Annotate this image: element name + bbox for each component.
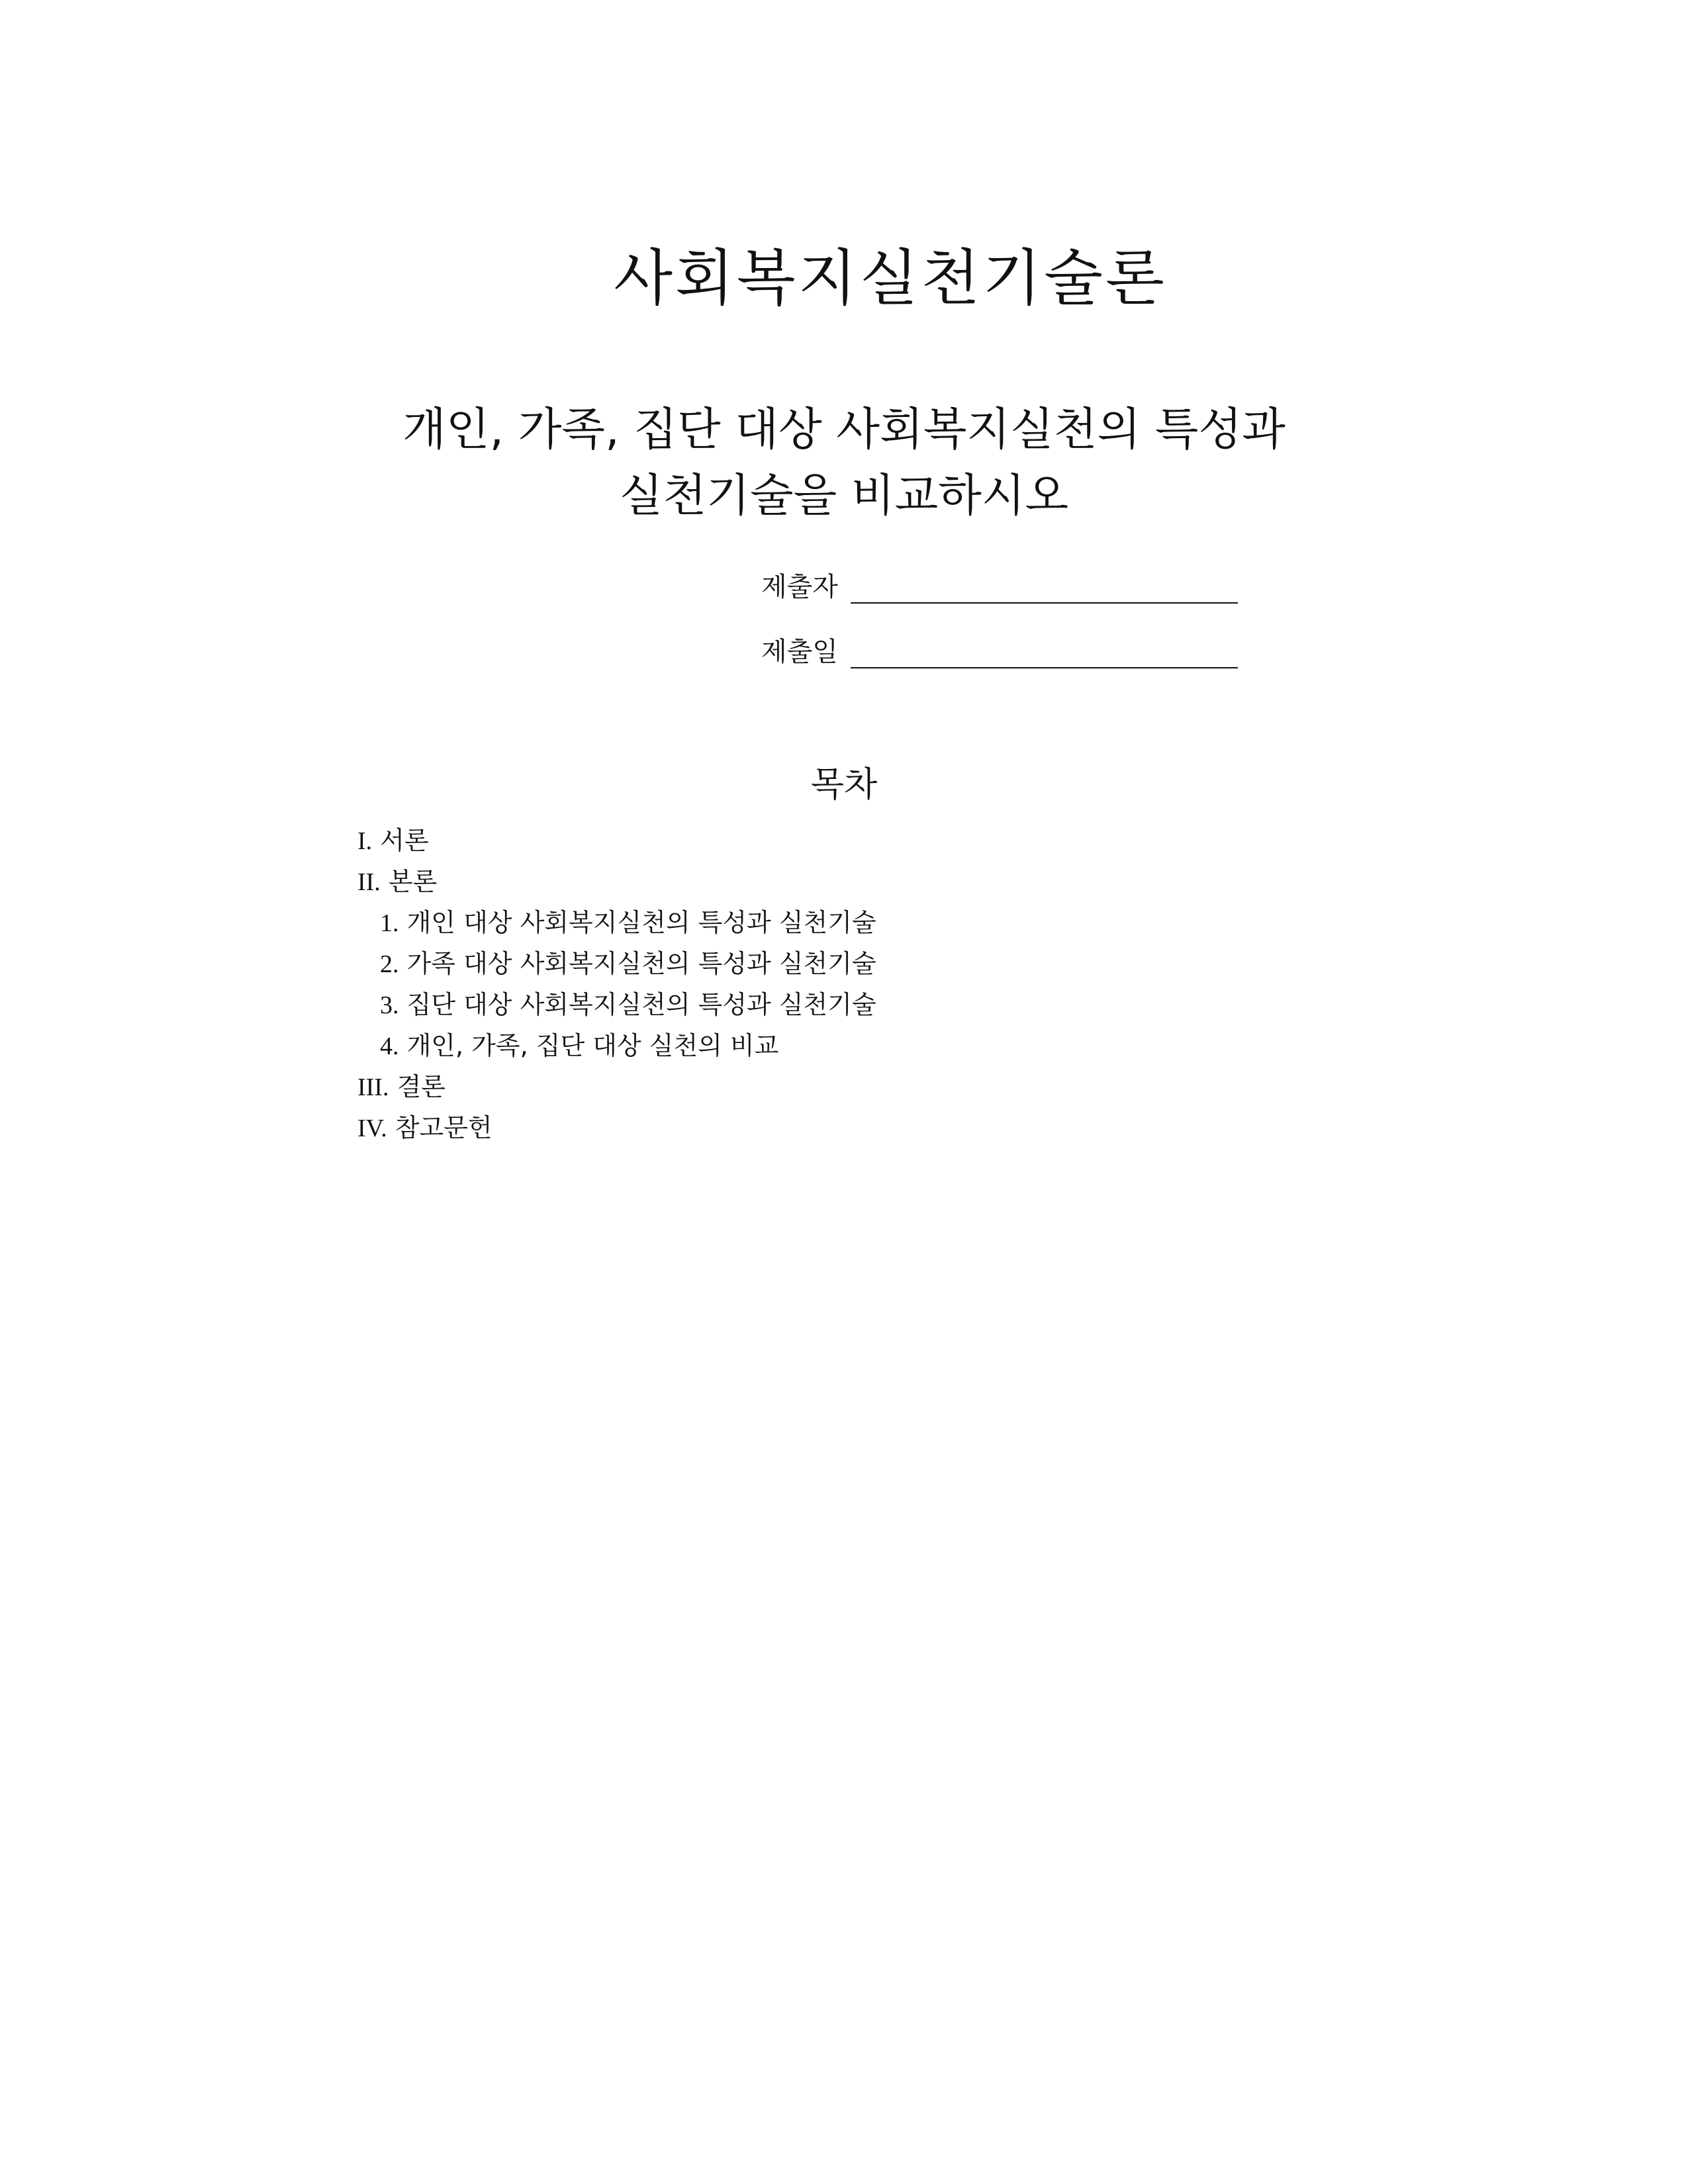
toc-heading: 목차 (810, 765, 878, 805)
topic-line-2: 실천기술을 비교하시오 (619, 470, 1069, 522)
toc-subitem-group (357, 985, 1284, 1026)
toc-item-body (357, 862, 1284, 903)
toc-item-text: 가족 대상 사회복지실천의 특성과 실천기술 (406, 949, 876, 978)
toc-item-number: 1. (380, 909, 399, 937)
date-label: 제출일 (761, 637, 838, 667)
author-blank-line (851, 576, 1238, 604)
date-blank-line (851, 641, 1238, 668)
toc-subitem-family (357, 944, 1284, 985)
toc-item-text: 개인 대상 사회복지실천의 특성과 실천기술 (406, 908, 876, 937)
toc-item-intro (357, 821, 1284, 862)
course-title: 사회복지실천기술론 (614, 243, 1167, 314)
toc-item-text: 서론 (380, 826, 429, 855)
toc-item-number: III. (357, 1073, 389, 1101)
toc-item-references (357, 1108, 1284, 1149)
assignment-topic (0, 397, 1688, 529)
toc-item-text: 집단 대상 사회복지실천의 특성과 실천기술 (406, 990, 876, 1019)
toc-item-number: IV. (357, 1115, 387, 1142)
topic-line-1: 개인, 가족, 집단 대상 사회복지실천의 특성과 (402, 404, 1286, 456)
toc-item-text: 개인, 가족, 집단 대상 실천의 비교 (406, 1031, 779, 1060)
toc-item-number: I. (357, 827, 373, 855)
toc-item-number: 3. (380, 991, 399, 1019)
toc-subitem-comparison (357, 1026, 1284, 1067)
toc-subitem-individual (357, 903, 1284, 944)
toc-item-number: 2. (380, 950, 399, 978)
toc-item-conclusion (357, 1067, 1284, 1108)
toc-item-number: II. (357, 868, 381, 896)
toc-item-number: 4. (380, 1032, 399, 1060)
table-of-contents (357, 821, 1284, 1149)
toc-item-text: 결론 (397, 1072, 445, 1101)
author-field (761, 566, 1238, 604)
toc-item-text: 참고문헌 (395, 1113, 492, 1142)
author-label: 제출자 (761, 572, 838, 602)
date-field (761, 631, 1238, 668)
toc-item-text: 본론 (388, 867, 438, 896)
